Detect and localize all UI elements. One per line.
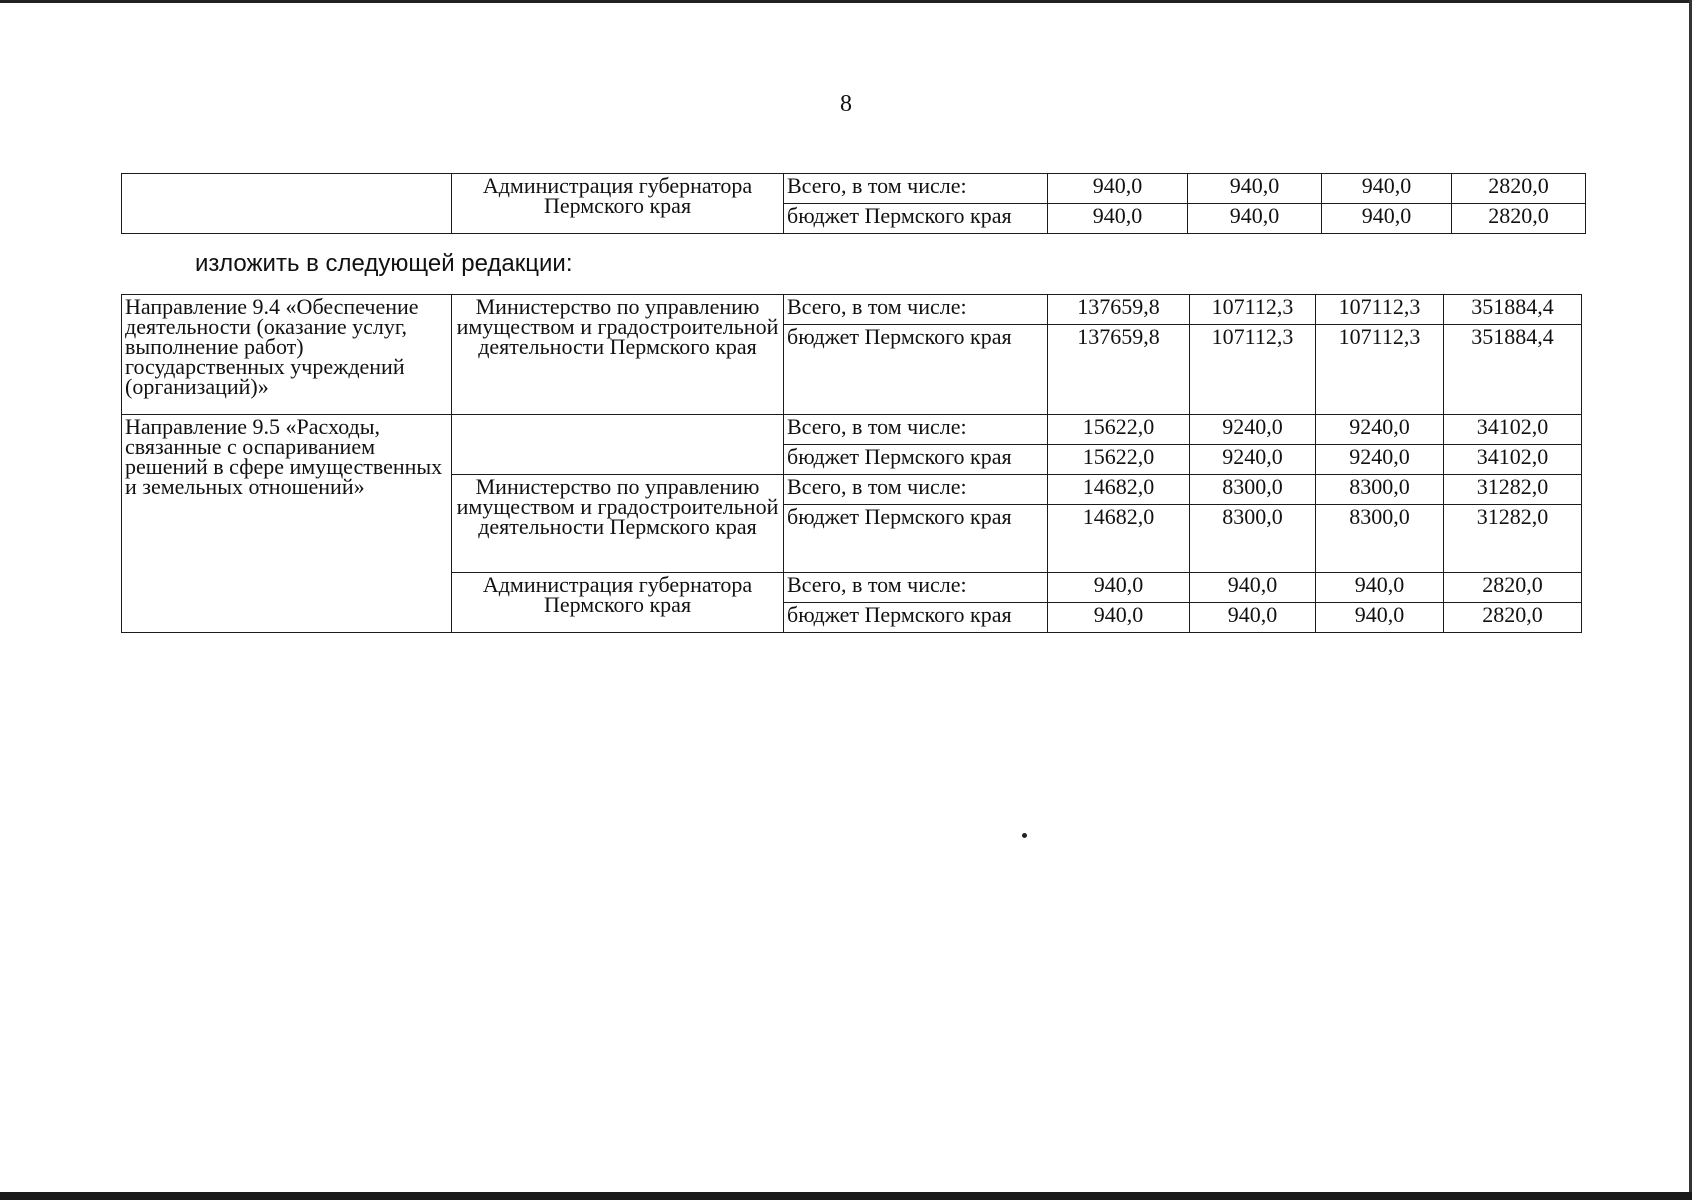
value-cell: 107112,3 xyxy=(1190,295,1316,325)
value-cell: 9240,0 xyxy=(1316,445,1444,475)
value-cell: 34102,0 xyxy=(1444,415,1582,445)
table-row xyxy=(122,415,1582,445)
source-cell: Всего, в том числе: xyxy=(784,475,1048,505)
value-cell: 351884,4 xyxy=(1444,325,1582,415)
direction-cell xyxy=(122,174,452,234)
value-cell: 107112,3 xyxy=(1316,295,1444,325)
new-budget-table xyxy=(121,294,1582,633)
source-cell: Всего, в том числе: xyxy=(784,174,1048,204)
direction-cell: Направление 9.4 «Обеспечение деятельности (оказание услуг, выполнение работ) государственных учреждений (организаций)» xyxy=(122,295,452,415)
scan-speck xyxy=(1021,832,1028,839)
value-cell: 2820,0 xyxy=(1452,204,1586,234)
value-cell: 107112,3 xyxy=(1316,325,1444,415)
executor-cell: Министерство по управлению имуществом и градостроительной деятельности Пермского края xyxy=(452,475,784,573)
scan-edge-bottom xyxy=(0,1192,1692,1200)
value-cell: 940,0 xyxy=(1188,204,1322,234)
value-cell: 107112,3 xyxy=(1190,325,1316,415)
value-cell: 2820,0 xyxy=(1452,174,1586,204)
value-cell: 940,0 xyxy=(1188,174,1322,204)
page-number: 8 xyxy=(840,91,852,117)
value-cell: 940,0 xyxy=(1190,573,1316,603)
value-cell: 8300,0 xyxy=(1190,475,1316,505)
value-cell: 940,0 xyxy=(1322,174,1452,204)
value-cell: 2820,0 xyxy=(1444,573,1582,603)
value-cell: 8300,0 xyxy=(1190,505,1316,573)
value-cell: 31282,0 xyxy=(1444,505,1582,573)
value-cell: 15622,0 xyxy=(1048,445,1190,475)
value-cell: 940,0 xyxy=(1048,204,1188,234)
value-cell: 8300,0 xyxy=(1316,505,1444,573)
value-cell: 9240,0 xyxy=(1190,445,1316,475)
instruction-text: изложить в следующей редакции: xyxy=(195,250,573,277)
value-cell: 137659,8 xyxy=(1048,325,1190,415)
source-cell: Всего, в том числе: xyxy=(784,295,1048,325)
value-cell: 9240,0 xyxy=(1316,415,1444,445)
value-cell: 8300,0 xyxy=(1316,475,1444,505)
table-row xyxy=(122,174,1586,204)
executor-cell-empty xyxy=(452,415,784,475)
source-cell: бюджет Пермского края xyxy=(784,603,1048,633)
value-cell: 351884,4 xyxy=(1444,295,1582,325)
value-cell: 940,0 xyxy=(1048,573,1190,603)
value-cell: 31282,0 xyxy=(1444,475,1582,505)
scan-edge-top xyxy=(0,0,1692,3)
source-cell: бюджет Пермского края xyxy=(784,325,1048,415)
direction-cell: Направление 9.5 «Расходы, связанные с оспариванием решений в сфере имущественных и земельных отношений» xyxy=(122,415,452,633)
value-cell: 940,0 xyxy=(1322,204,1452,234)
value-cell: 940,0 xyxy=(1316,573,1444,603)
value-cell: 940,0 xyxy=(1316,603,1444,633)
source-cell: Всего, в том числе: xyxy=(784,415,1048,445)
value-cell: 940,0 xyxy=(1190,603,1316,633)
value-cell: 14682,0 xyxy=(1048,475,1190,505)
value-cell: 9240,0 xyxy=(1190,415,1316,445)
executor-cell: Министерство по управлению имуществом и градостроительной деятельности Пермского края xyxy=(452,295,784,415)
table-row xyxy=(122,295,1582,325)
executor-cell: Администрация губернатора Пермского края xyxy=(452,174,784,234)
value-cell: 137659,8 xyxy=(1048,295,1190,325)
source-cell: бюджет Пермского края xyxy=(784,505,1048,573)
source-cell: бюджет Пермского края xyxy=(784,204,1048,234)
value-cell: 940,0 xyxy=(1048,174,1188,204)
source-cell: бюджет Пермского края xyxy=(784,445,1048,475)
value-cell: 14682,0 xyxy=(1048,505,1190,573)
value-cell: 15622,0 xyxy=(1048,415,1190,445)
value-cell: 34102,0 xyxy=(1444,445,1582,475)
value-cell: 940,0 xyxy=(1048,603,1190,633)
source-cell: Всего, в том числе: xyxy=(784,573,1048,603)
value-cell: 2820,0 xyxy=(1444,603,1582,633)
old-budget-table xyxy=(121,173,1586,234)
executor-cell: Администрация губернатора Пермского края xyxy=(452,573,784,633)
